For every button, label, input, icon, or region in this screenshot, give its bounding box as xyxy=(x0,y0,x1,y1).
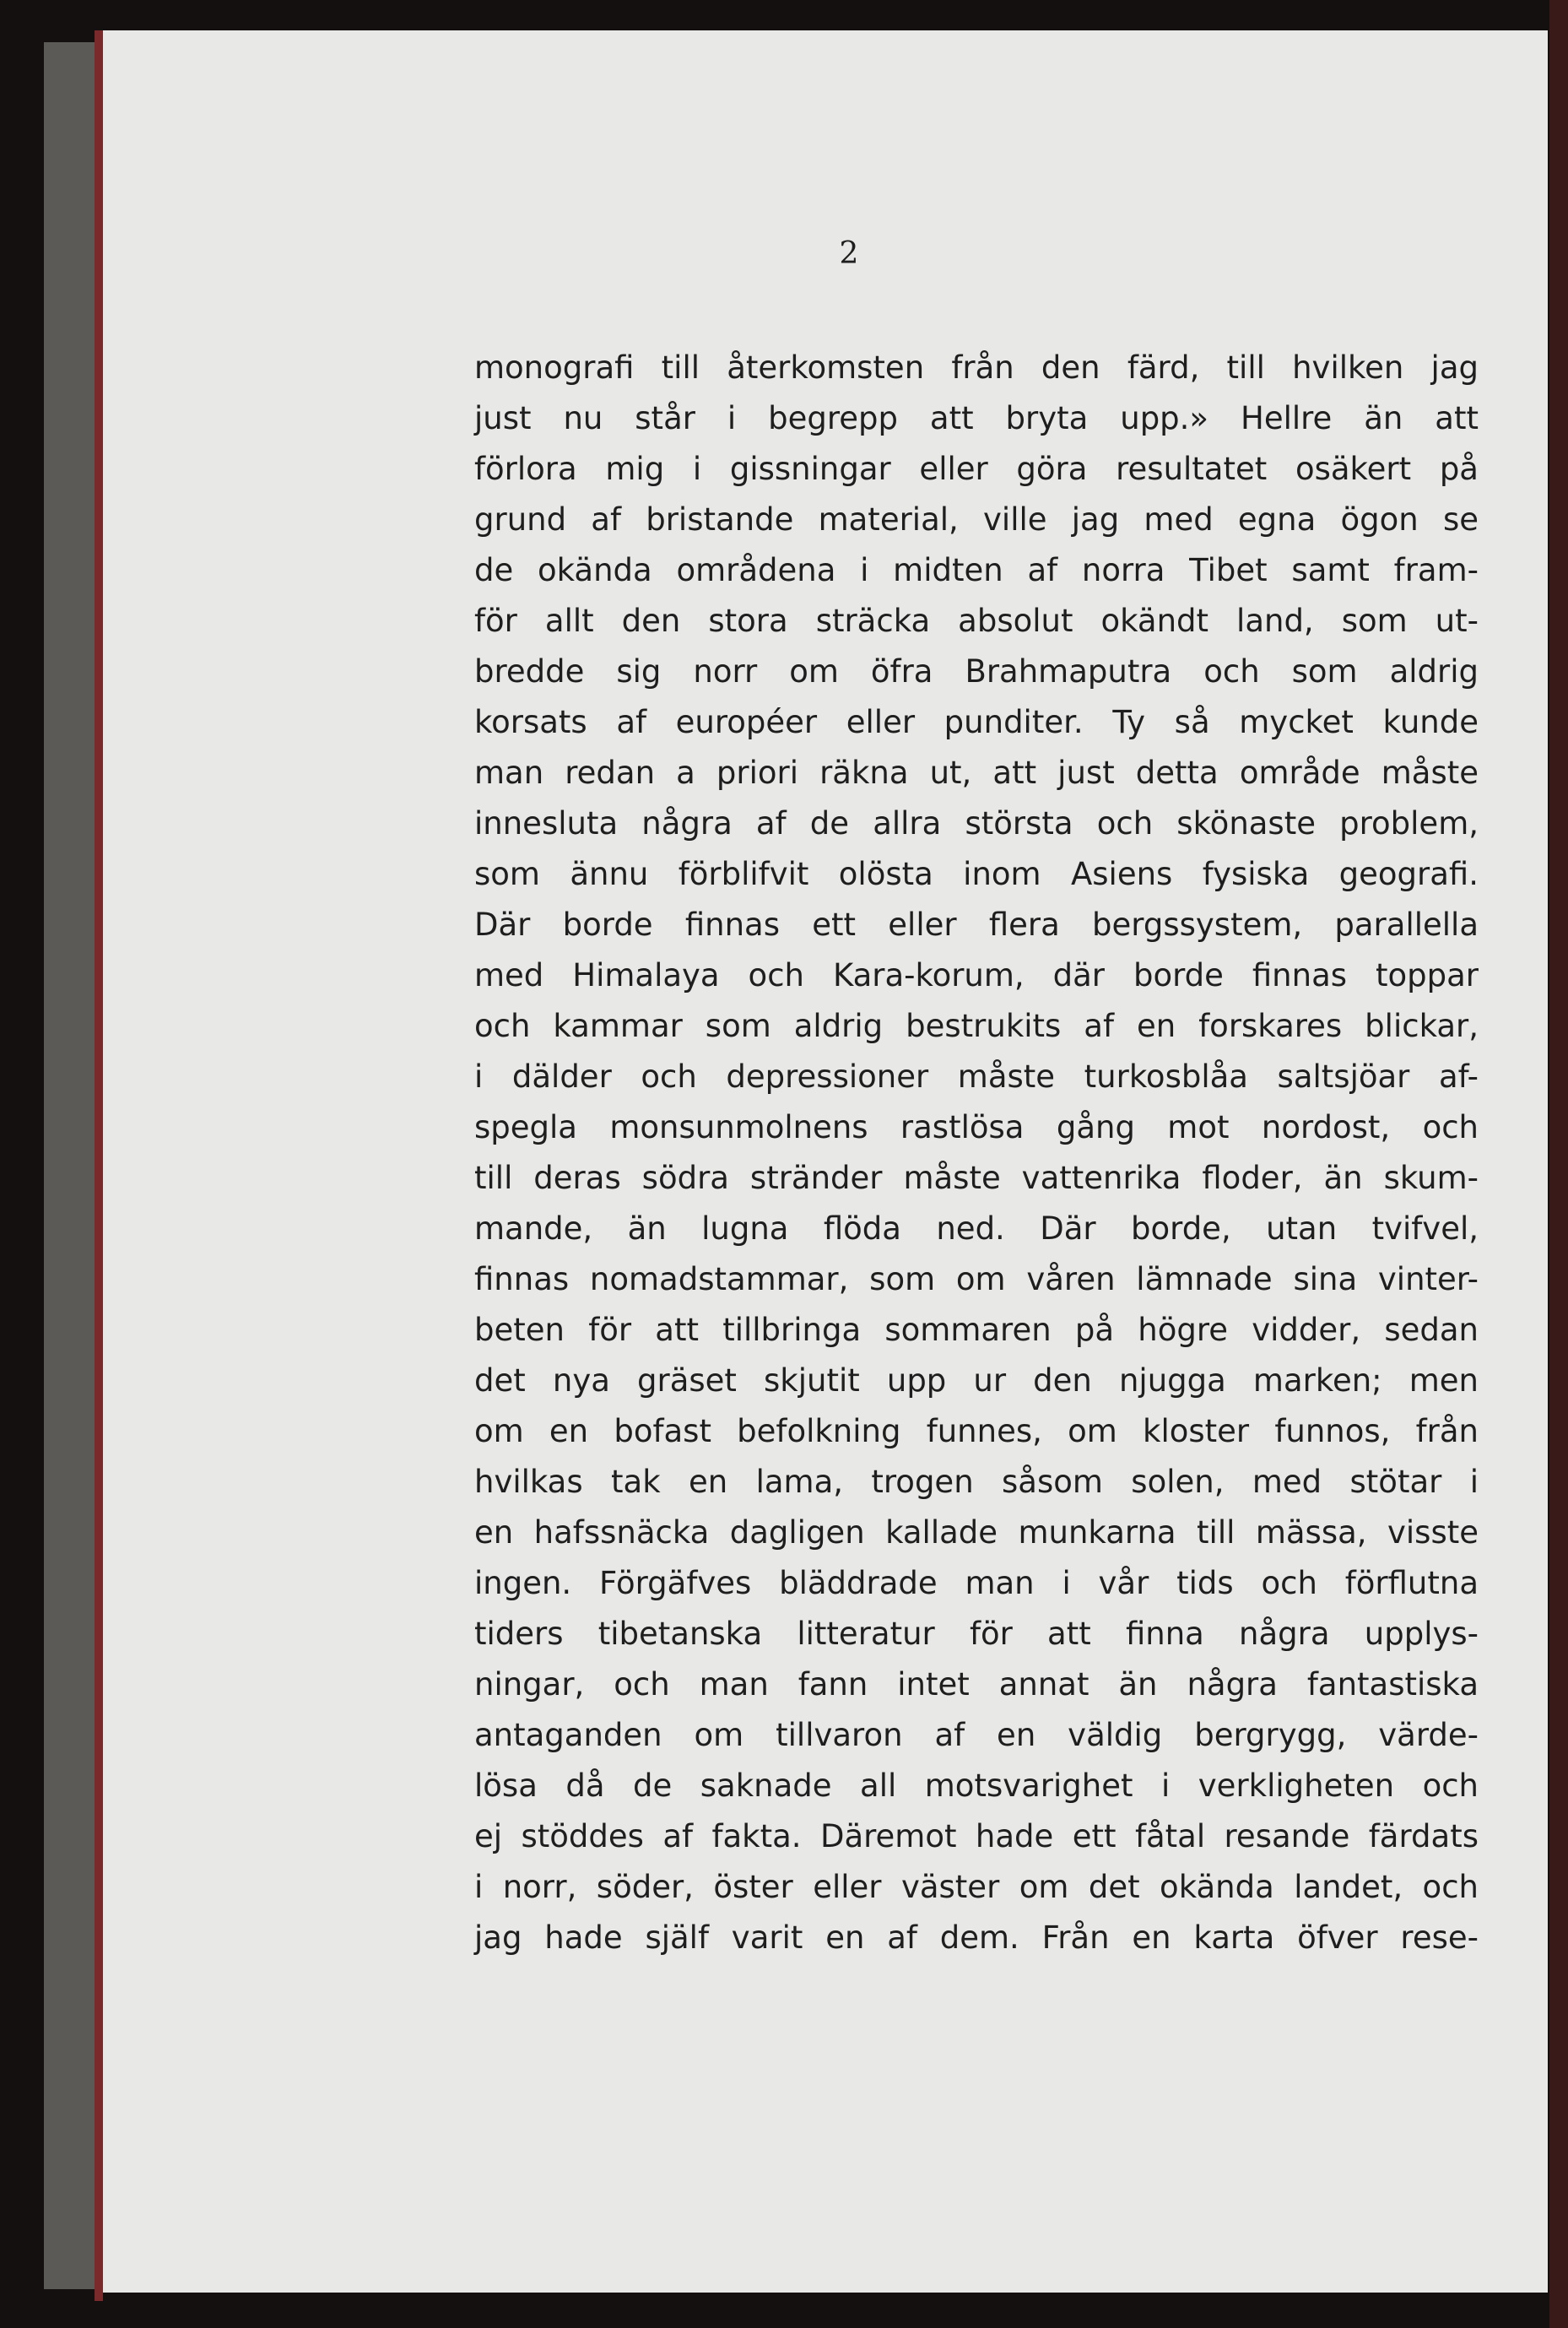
text-line: korsats af européer eller punditer. Ty så mycket kunde xyxy=(474,704,1479,740)
text-line: ej stöddes af fakta. Däremot hade ett fåtal resande färdats xyxy=(474,1818,1479,1854)
text-line: för allt den stora sträcka absolut okändt land, som ut- xyxy=(474,603,1479,639)
text-line: och kammar som aldrig bestrukits af en forskares blickar, xyxy=(474,1008,1479,1044)
page-red-edge xyxy=(95,30,103,2301)
text-line: spegla monsunmolnens rastlösa gång mot nordost, och xyxy=(474,1109,1479,1145)
text-line: ingen. Förgäfves bläddrade man i vår tids och förflutna xyxy=(474,1565,1479,1601)
page-number: 2 xyxy=(839,236,859,271)
text-line: man redan a priori räkna ut, att just detta område måste xyxy=(474,755,1479,791)
text-line: om en bofast befolkning funnes, om kloster funnos, från xyxy=(474,1413,1479,1449)
text-line: som ännu förblifvit olösta inom Asiens fysiska geografi. xyxy=(474,856,1479,892)
text-line: monografi till återkomsten från den färd, till hvilken jag xyxy=(474,349,1479,386)
text-line: grund af bristande material, ville jag med egna ögon se xyxy=(474,501,1479,538)
text-line: just nu står i begrepp att bryta upp.» Hellre än att xyxy=(474,400,1479,436)
text-line: i dälder och depressioner måste turkosblåa saltsjöar af- xyxy=(474,1058,1479,1095)
text-line: med Himalaya och Kara-korum, där borde finnas toppar xyxy=(474,957,1479,993)
text-line: till deras södra stränder måste vattenrika floder, än skum- xyxy=(474,1160,1479,1196)
text-line: de okända områdena i midten af norra Tibet samt fram- xyxy=(474,552,1479,588)
book-page xyxy=(100,30,1548,2293)
text-line: hvilkas tak en lama, trogen såsom solen, med stötar i xyxy=(474,1464,1479,1500)
book-spine-edge xyxy=(44,42,100,2289)
text-line: mande, än lugna flöda ned. Där borde, utan tvifvel, xyxy=(474,1210,1479,1247)
text-line: finnas nomadstammar, som om våren lämnade sina vinter- xyxy=(474,1261,1479,1297)
text-line: förlora mig i gissningar eller göra resultatet osäkert på xyxy=(474,451,1479,487)
text-line: lösa då de saknade all motsvarighet i verkligheten och xyxy=(474,1768,1479,1804)
text-line: beten för att tillbringa sommaren på högre vidder, sedan xyxy=(474,1312,1479,1348)
text-line: Där borde finnas ett eller flera bergssystem, parallella xyxy=(474,907,1479,943)
text-line: en hafssnäcka dagligen kallade munkarna till mässa, visste xyxy=(474,1514,1479,1551)
text-line: tiders tibetanska litteratur för att finna några upplys- xyxy=(474,1616,1479,1652)
text-line: ningar, och man fann intet annat än några fantastiska xyxy=(474,1666,1479,1703)
text-line: innesluta några af de allra största och skönaste problem, xyxy=(474,805,1479,842)
text-line: det nya gräset skjutit upp ur den njugga marken; men xyxy=(474,1362,1479,1399)
book-cover-edge xyxy=(1549,0,1568,2328)
text-line: bredde sig norr om öfra Brahmaputra och som aldrig xyxy=(474,653,1479,690)
body-text xyxy=(474,343,1479,1963)
text-line: i norr, söder, öster eller väster om det okända landet, och xyxy=(474,1869,1479,1905)
text-line: antaganden om tillvaron af en väldig bergrygg, värde- xyxy=(474,1717,1479,1753)
text-line: jag hade själf varit en af dem. Från en karta öfver rese- xyxy=(474,1919,1479,1956)
